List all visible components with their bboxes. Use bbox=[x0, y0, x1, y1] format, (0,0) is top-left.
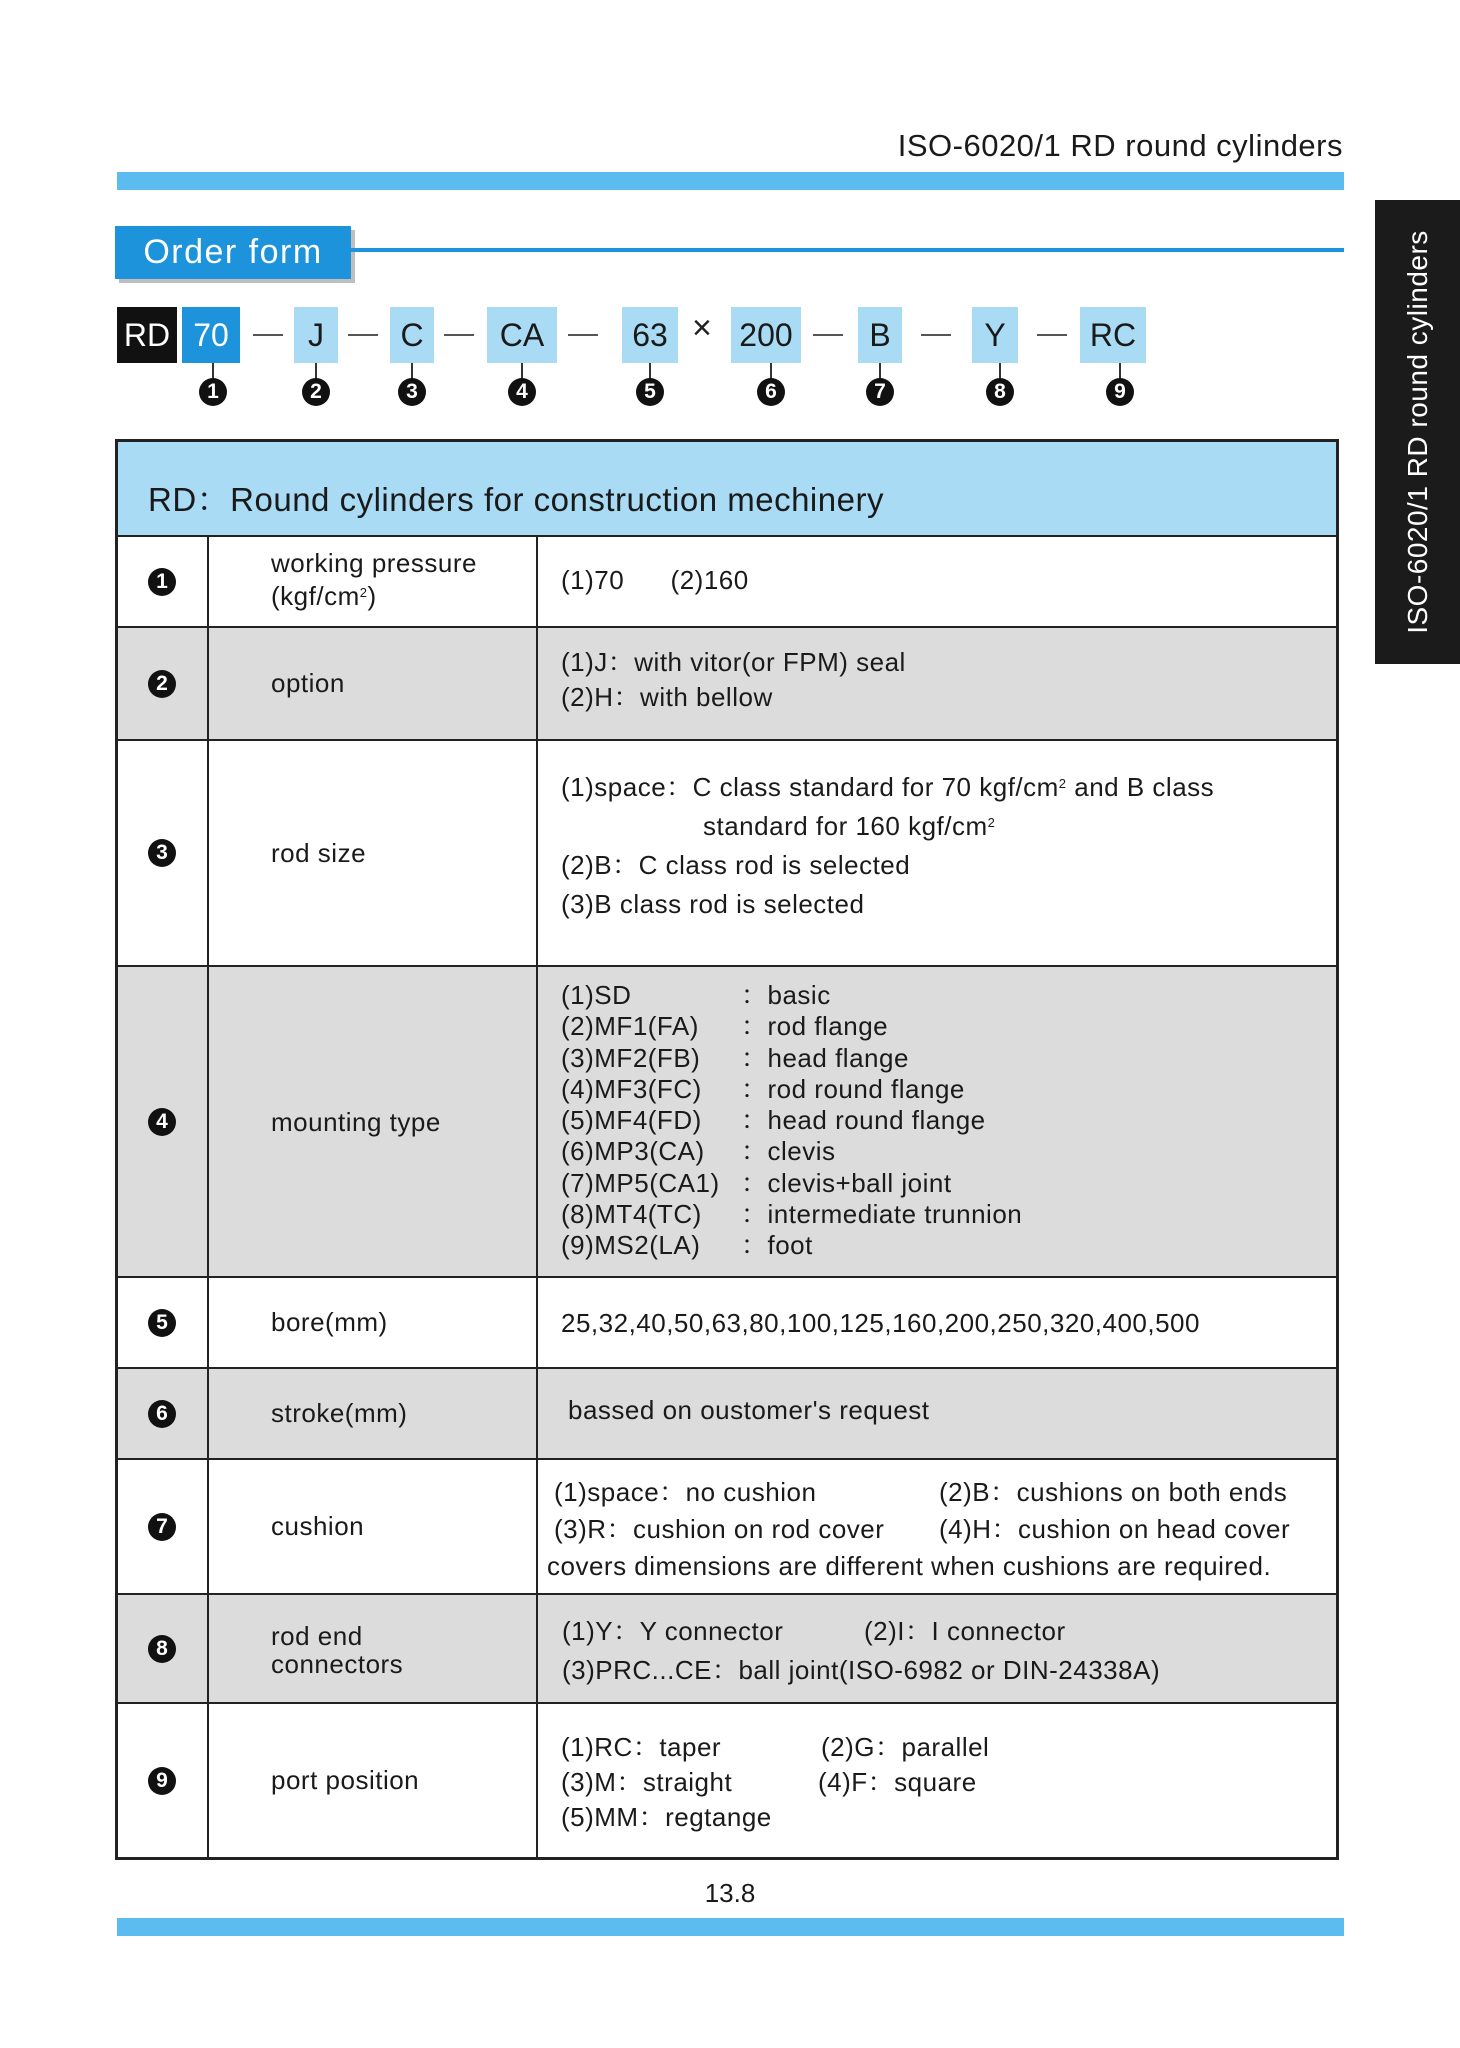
cell-divider bbox=[536, 1369, 538, 1458]
row-number-badge: 3 bbox=[148, 839, 176, 867]
code-stem bbox=[1119, 363, 1121, 379]
row-label bbox=[271, 547, 477, 613]
value-text: (4)H：cushion on head cover bbox=[939, 1514, 1291, 1544]
value-line bbox=[554, 1511, 1290, 1548]
row-number-badge: 4 bbox=[148, 1108, 176, 1136]
superscript: 2 bbox=[359, 585, 368, 600]
value-line bbox=[561, 807, 1214, 846]
table-row-cushion bbox=[118, 1460, 1336, 1595]
value-line: (1)J：with vitor(or FPM) seal bbox=[561, 647, 906, 677]
mounting-desc: ：rod round flange bbox=[741, 1073, 965, 1104]
mounting-code: (6)MP3(CA) bbox=[561, 1136, 705, 1167]
cell-divider bbox=[207, 741, 209, 965]
row-number-badge: 1 bbox=[148, 568, 176, 596]
code-option: J bbox=[294, 307, 338, 363]
code-stem bbox=[521, 363, 523, 379]
table-row-port-position bbox=[118, 1704, 1336, 1857]
row-label: stroke(mm) bbox=[271, 1398, 408, 1428]
cell-divider bbox=[536, 1278, 538, 1367]
mounting-code: (9)MS2(LA) bbox=[561, 1230, 701, 1261]
code-number-badge: 9 bbox=[1106, 378, 1134, 406]
cell-divider bbox=[536, 1460, 538, 1593]
row-label: port position bbox=[271, 1765, 420, 1795]
cell-divider bbox=[207, 967, 209, 1276]
value-text: (3)M：straight bbox=[561, 1767, 733, 1797]
value-line: (2)B：C class rod is selected bbox=[561, 850, 911, 880]
code-dash bbox=[921, 334, 951, 336]
mounting-item bbox=[561, 1199, 1022, 1230]
code-stem bbox=[999, 363, 1001, 379]
mounting-desc: ：basic bbox=[741, 980, 831, 1010]
value-text: (2)B：cushions on both ends bbox=[939, 1477, 1288, 1507]
row-label-text: ) bbox=[367, 581, 377, 611]
header-divider-bar bbox=[117, 172, 1344, 190]
times-sign: × bbox=[692, 309, 712, 347]
mounting-item bbox=[561, 980, 1022, 1011]
code-dash bbox=[568, 334, 598, 336]
superscript: 2 bbox=[1058, 776, 1067, 791]
cell-divider bbox=[207, 1278, 209, 1367]
side-tab-label: ISO-6020/1 RD round cylinders bbox=[1401, 230, 1433, 634]
mounting-item bbox=[561, 1074, 1022, 1105]
row-value bbox=[561, 645, 906, 715]
footer-divider-bar bbox=[117, 1918, 1344, 1936]
value-text: (2)I：I connector bbox=[864, 1616, 1066, 1646]
row-number-badge: 2 bbox=[148, 670, 176, 698]
row-label: rod size bbox=[271, 838, 367, 868]
mounting-desc: ：foot bbox=[741, 1230, 813, 1261]
page-header-title: ISO-6020/1 RD round cylinders bbox=[897, 128, 1343, 163]
code-number-badge: 3 bbox=[398, 378, 426, 406]
order-options-table bbox=[115, 439, 1339, 1860]
side-chapter-tab bbox=[1375, 200, 1460, 664]
table-row-rod-size bbox=[118, 741, 1336, 967]
mounting-item bbox=[561, 1136, 1022, 1167]
mounting-item bbox=[561, 1011, 1022, 1042]
value-text: (1)Y：Y connector bbox=[562, 1616, 784, 1646]
value-line: (3)PRC...CE：ball joint(ISO-6982 or DIN-24338A) bbox=[562, 1655, 1161, 1685]
row-number-badge: 6 bbox=[148, 1400, 176, 1428]
value-line: covers dimensions are different when cushions are required. bbox=[547, 1551, 1272, 1581]
table-row-stroke bbox=[118, 1369, 1336, 1460]
code-number-badge: 8 bbox=[986, 378, 1014, 406]
mounting-item bbox=[561, 1105, 1022, 1136]
value-line bbox=[554, 1474, 1290, 1511]
row-value: (1)70 (2)160 bbox=[561, 565, 749, 595]
code-bore: 63 bbox=[622, 307, 678, 363]
mounting-desc: ：rod flange bbox=[741, 1011, 889, 1042]
value-line bbox=[561, 768, 1214, 807]
table-row-option bbox=[118, 628, 1336, 741]
superscript: 2 bbox=[987, 815, 996, 830]
cell-divider bbox=[536, 967, 538, 1276]
code-series: RD bbox=[117, 307, 177, 363]
page-number: 13.8 bbox=[704, 1878, 756, 1908]
table-row-bore bbox=[118, 1278, 1336, 1369]
value-line bbox=[562, 1612, 1160, 1651]
row-value bbox=[561, 768, 1214, 924]
row-label: mounting type bbox=[271, 1107, 441, 1137]
cell-divider bbox=[536, 628, 538, 739]
value-text: (2)G：parallel bbox=[821, 1732, 990, 1762]
mounting-desc: ：intermediate trunnion bbox=[741, 1199, 1023, 1230]
mounting-code: (1)SD bbox=[561, 980, 632, 1010]
mounting-item bbox=[561, 1168, 1022, 1199]
code-dash bbox=[253, 334, 283, 336]
code-mounting: CA bbox=[487, 307, 557, 363]
mounting-item bbox=[561, 1230, 1022, 1261]
row-label-line: working pressure bbox=[271, 548, 477, 578]
row-label-line bbox=[271, 580, 477, 613]
cell-divider bbox=[536, 1704, 538, 1857]
cell-divider bbox=[536, 741, 538, 965]
table-heading-text: RD：Round cylinders for construction mechinery bbox=[148, 481, 884, 518]
row-label-text: (kgf/cm bbox=[271, 581, 360, 611]
row-value: 25,32,40,50,63,80,100,125,160,200,250,320,400,500 bbox=[561, 1308, 1200, 1338]
code-stem bbox=[879, 363, 881, 379]
mounting-desc: ：clevis bbox=[741, 1136, 836, 1167]
value-line: (2)H：with bellow bbox=[561, 682, 773, 712]
value-text: (4)F：square bbox=[818, 1767, 977, 1797]
row-number-badge: 9 bbox=[148, 1767, 176, 1795]
code-port: RC bbox=[1080, 307, 1146, 363]
value-line bbox=[561, 1730, 989, 1765]
value-text: (1)space：no cushion bbox=[554, 1477, 817, 1507]
row-number-badge: 8 bbox=[148, 1635, 176, 1663]
code-dash bbox=[813, 334, 843, 336]
code-number-badge: 6 bbox=[757, 378, 785, 406]
mounting-code: (5)MF4(FD) bbox=[561, 1105, 702, 1136]
cell-divider bbox=[207, 1369, 209, 1458]
mounting-code: (8)MT4(TC) bbox=[561, 1199, 702, 1230]
code-stem bbox=[411, 363, 413, 379]
table-row-working-pressure bbox=[118, 537, 1336, 628]
table-heading bbox=[118, 442, 1336, 537]
row-value bbox=[561, 1730, 989, 1835]
cell-divider bbox=[207, 1460, 209, 1593]
value-text: (1)RC：taper bbox=[561, 1732, 722, 1762]
value-line: (5)MM：regtange bbox=[561, 1802, 772, 1832]
code-stroke: 200 bbox=[731, 307, 801, 363]
order-form-title: Order form bbox=[115, 226, 351, 279]
mounting-desc: ：head flange bbox=[741, 1042, 909, 1073]
row-value bbox=[547, 1474, 1291, 1585]
row-value: bassed on oustomer's request bbox=[568, 1395, 930, 1425]
row-label-line: rod end bbox=[271, 1621, 363, 1651]
mounting-desc: ：head round flange bbox=[741, 1105, 986, 1136]
mounting-code: (7)MP5(CA1) bbox=[561, 1167, 720, 1198]
mounting-code: (2)MF1(FA) bbox=[561, 1011, 699, 1042]
cell-divider bbox=[536, 1595, 538, 1702]
code-number-badge: 2 bbox=[302, 378, 330, 406]
cell-divider bbox=[536, 537, 538, 626]
table-row-mounting-type bbox=[118, 967, 1336, 1278]
value-line: (3)B class rod is selected bbox=[561, 889, 865, 919]
code-stem bbox=[770, 363, 772, 379]
row-label: bore(mm) bbox=[271, 1307, 388, 1337]
row-number-badge: 7 bbox=[148, 1513, 176, 1541]
row-label-line: connectors bbox=[271, 1649, 404, 1679]
code-stem bbox=[315, 363, 317, 379]
code-dash bbox=[348, 334, 378, 336]
cell-divider bbox=[207, 1704, 209, 1857]
order-form-rule bbox=[351, 248, 1344, 252]
row-number-badge: 5 bbox=[148, 1309, 176, 1337]
table-row-rod-end-connectors bbox=[118, 1595, 1336, 1704]
value-text: (1)space：C class standard for 70 kgf/cm bbox=[561, 772, 1059, 802]
code-stem bbox=[212, 363, 214, 379]
mounting-code: (4)MF3(FC) bbox=[561, 1073, 702, 1104]
row-label: cushion bbox=[271, 1511, 365, 1541]
mounting-desc: ：clevis+ball joint bbox=[741, 1167, 952, 1198]
code-cushion: B bbox=[858, 307, 902, 363]
code-number-badge: 5 bbox=[636, 378, 664, 406]
row-value bbox=[562, 1612, 1160, 1690]
value-text: (3)R：cushion on rod cover bbox=[554, 1514, 885, 1544]
mounting-item bbox=[561, 1043, 1022, 1074]
cell-divider bbox=[207, 537, 209, 626]
code-number-badge: 4 bbox=[508, 378, 536, 406]
code-dash bbox=[444, 334, 474, 336]
code-stem bbox=[649, 363, 651, 379]
code-number-badge: 1 bbox=[199, 378, 227, 406]
value-text: standard for 160 kgf/cm bbox=[703, 811, 988, 841]
cell-divider bbox=[207, 1595, 209, 1702]
code-rod-size: C bbox=[390, 307, 434, 363]
row-label: option bbox=[271, 668, 345, 698]
mounting-type-list bbox=[561, 980, 1022, 1262]
code-rod-end: Y bbox=[972, 307, 1018, 363]
mounting-code: (3)MF2(FB) bbox=[561, 1042, 701, 1073]
row-label bbox=[271, 1622, 403, 1678]
code-pressure: 70 bbox=[182, 307, 240, 363]
value-text: and B class bbox=[1066, 772, 1215, 802]
code-dash bbox=[1037, 334, 1067, 336]
cell-divider bbox=[207, 628, 209, 739]
code-number-badge: 7 bbox=[866, 378, 894, 406]
value-line bbox=[561, 1765, 989, 1800]
